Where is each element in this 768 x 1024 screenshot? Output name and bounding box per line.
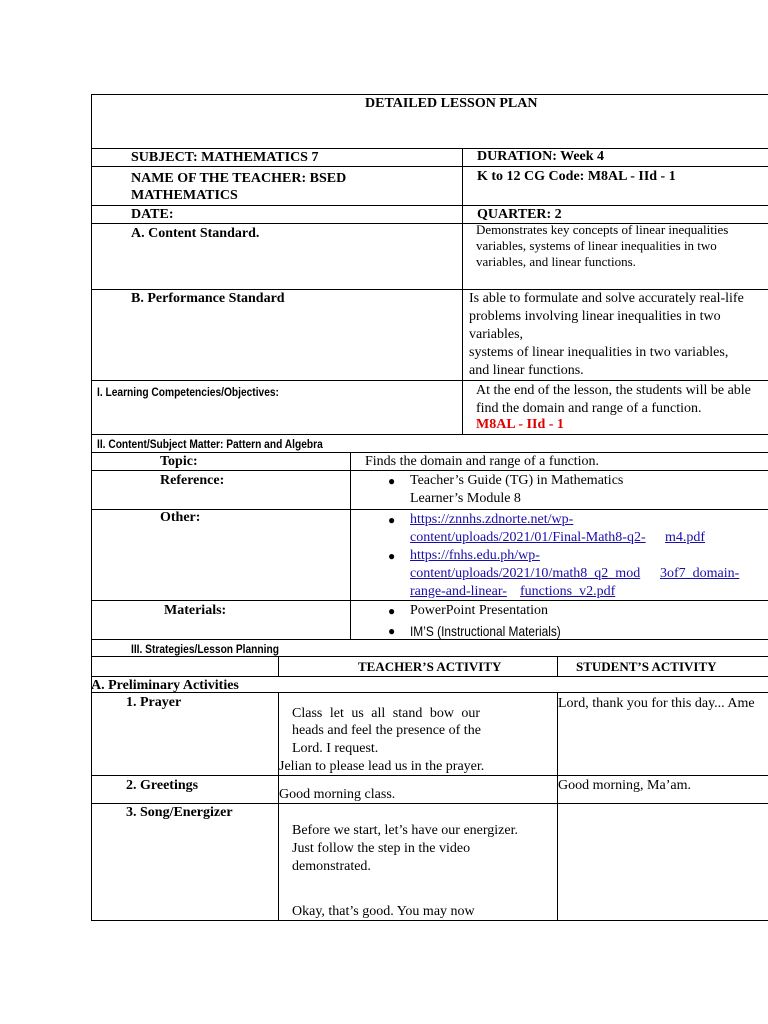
prayer-label: 1. Prayer — [126, 695, 182, 710]
link-fnhs-part3[interactable]: 3of7_domain- — [660, 566, 740, 581]
topic-value: Finds the domain and range of a function. — [365, 454, 600, 469]
competencies-label: I. Learning Competencies/Objectives: — [97, 385, 279, 399]
greetings-student: Good morning, Ma’am. — [558, 778, 691, 793]
preliminary-activities: A. Preliminary Activities — [91, 678, 239, 693]
reference-label: Reference: — [160, 473, 225, 488]
duration-label: DURATION: Week 4 — [477, 149, 605, 164]
performance-standard-label: B. Performance Standard — [131, 291, 285, 306]
bullet-icon: ● — [388, 549, 396, 563]
subject-label: SUBJECT: MATHEMATICS 7 — [131, 150, 319, 165]
content-subject-matter: II. Content/Subject Matter: Pattern and Algebra — [97, 437, 323, 451]
greetings-teacher: Good morning class. — [279, 787, 396, 802]
link-fnhs-part2[interactable]: content/uploads/2021/10/math8_q2_mod — [410, 566, 641, 581]
topic-label: Topic: — [160, 454, 198, 469]
materials-item-2: IM’S (Instructional Materials) — [410, 623, 561, 639]
performance-standard-text-3: variables, — [469, 327, 524, 342]
link-fnhs-part4[interactable]: range-and-linear- — [410, 584, 507, 599]
page-title: DETAILED LESSON PLAN — [365, 96, 538, 111]
materials-label: Materials: — [164, 603, 227, 618]
link-fnhs-part1[interactable]: https://fnhs.edu.ph/wp- — [410, 548, 540, 563]
bullet-icon: ● — [388, 624, 396, 638]
prayer-teacher-3: Lord. I request. — [292, 741, 379, 756]
performance-standard-text-2: problems involving linear inequalities in two — [469, 309, 721, 324]
reference-line-1: Teacher’s Guide (TG) in Mathematics — [410, 473, 624, 488]
song-teacher-2: Just follow the step in the video — [292, 841, 471, 856]
teacher-activity-header: TEACHER’S ACTIVITY — [358, 659, 502, 674]
prayer-teacher-2: heads and feel the presence of the — [292, 723, 481, 738]
competency-code: M8AL - IId - 1 — [476, 417, 564, 432]
bullet-icon: ● — [388, 474, 396, 488]
teacher-name-line1: NAME OF THE TEACHER: BSED — [131, 171, 347, 186]
link-znnhs-part1[interactable]: https://znnhs.zdnorte.net/wp- — [410, 512, 574, 527]
bullet-icon: ● — [388, 513, 396, 527]
song-teacher-3: demonstrated. — [292, 859, 371, 874]
bullet-icon: ● — [388, 604, 396, 618]
song-teacher-1: Before we start, let’s have our energizer. — [292, 823, 518, 838]
song-energizer-label: 3. Song/Energizer — [126, 805, 233, 820]
content-standard-text-3: variables, and linear functions. — [476, 254, 636, 269]
competencies-text-2: find the domain and range of a function. — [476, 401, 702, 416]
reference-line-2: Learner’s Module 8 — [410, 491, 521, 506]
performance-standard-text-1: Is able to formulate and solve accurately real-life — [469, 291, 744, 306]
link-fnhs-part5[interactable]: functions_v2.pdf — [520, 584, 616, 599]
performance-standard-text-4: systems of linear inequalities in two variables, — [469, 345, 729, 360]
teacher-name-line2: MATHEMATICS — [131, 188, 238, 203]
cg-code: K to 12 CG Code: M8AL - IId - 1 — [477, 169, 676, 184]
other-label: Other: — [160, 510, 201, 525]
song-teacher-4: Okay, that’s good. You may now — [292, 904, 475, 919]
prayer-teacher-1: Class let us all stand bow our — [292, 706, 481, 721]
link-znnhs-part2[interactable]: content/uploads/2021/01/Final-Math8-q2- — [410, 530, 646, 545]
strategies-heading: III. Strategies/Lesson Planning — [131, 642, 279, 656]
quarter-label: QUARTER: 2 — [477, 207, 562, 222]
prayer-student: Lord, thank you for this day... Ame — [558, 696, 755, 711]
prayer-teacher-4: Jelian to please lead us in the prayer. — [279, 759, 485, 774]
materials-item-1: PowerPoint Presentation — [410, 603, 549, 618]
competencies-text-1: At the end of the lesson, the students will be able — [476, 383, 751, 398]
performance-standard-text-5: and linear functions. — [469, 363, 584, 378]
content-standard-label: A. Content Standard. — [131, 226, 260, 241]
student-activity-header: STUDENT’S ACTIVITY — [576, 659, 717, 674]
content-standard-text-1: Demonstrates key concepts of linear inequalities — [476, 222, 729, 237]
greetings-label: 2. Greetings — [126, 778, 199, 793]
date-label: DATE: — [131, 207, 174, 222]
link-znnhs-part3[interactable]: m4.pdf — [665, 530, 706, 545]
content-standard-text-2: variables, systems of linear inequalities in two — [476, 238, 717, 253]
